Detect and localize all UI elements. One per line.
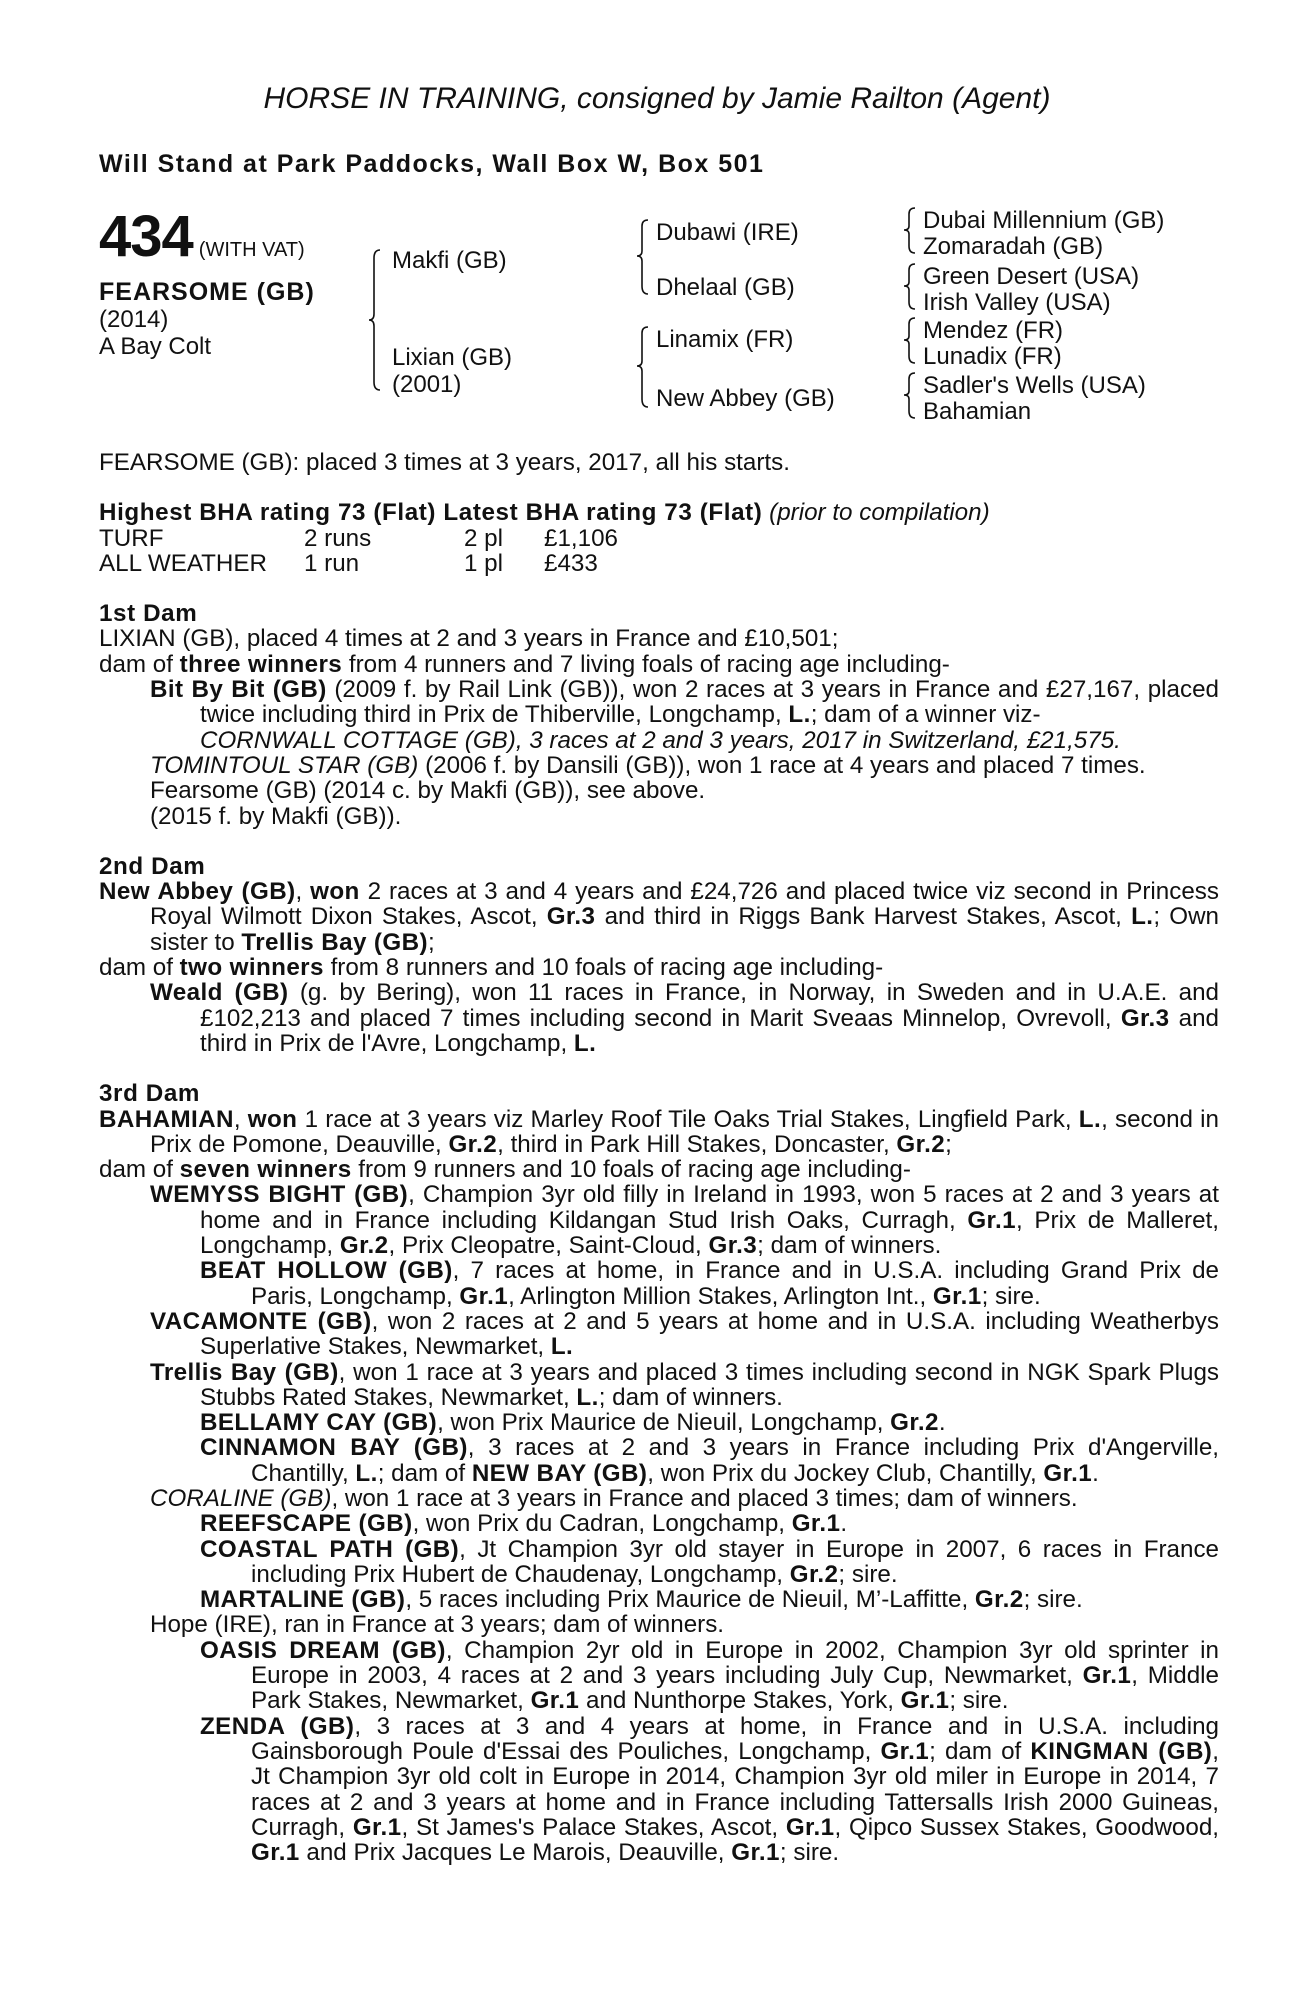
- record-placed: 2 pl: [464, 524, 503, 552]
- dam2-heading: 2nd Dam: [99, 852, 206, 880]
- dam1-progeny-winner: CORNWALL COTTAGE (GB), 3 races at 2 and 3 years, 2017 in Switzerland, £21,575.: [200, 726, 1121, 754]
- pedigree-sire: Makfi (GB): [392, 247, 507, 274]
- record-row: [99, 551, 1219, 576]
- rating-note: (prior to compilation): [769, 499, 990, 527]
- dam1-produce-line: dam of three winners from 4 runners and 7 living foals of racing age including-: [99, 650, 950, 678]
- pedigree-g3-2: Zomaradah (GB): [923, 233, 1104, 260]
- lot-number-block: [99, 203, 305, 270]
- pedigree-g3-3: Green Desert (USA): [923, 263, 1140, 290]
- dam1-heading: 1st Dam: [99, 600, 198, 628]
- pedigree-bracket-g3-1: [903, 206, 917, 256]
- pedigree-g3-5: Mendez (FR): [923, 317, 1064, 344]
- catalogue-body: [99, 450, 1219, 1865]
- pedigree-g3-7: Sadler's Wells (USA): [923, 372, 1146, 399]
- pedigree-g3-8: Bahamian: [923, 398, 1032, 425]
- pedigree-dam: Lixian (GB): [392, 344, 513, 371]
- pedigree-bracket-g3-4: [903, 371, 917, 421]
- pedigree-dam-year: (2001): [392, 371, 462, 398]
- lot-number: 434: [99, 204, 193, 269]
- dam1-progeny: Fearsome (GB) (2014 c. by Makfi (GB)), see above.: [150, 777, 706, 805]
- dam3-grandprogeny: COASTAL PATH (GB), Jt Champion 3yr old stayer in Europe in 2007, 6 races in France including Prix Hubert de Chaudenay, Longchamp, Gr.2; sire.: [200, 1535, 1220, 1588]
- record-placed: 1 pl: [464, 549, 503, 577]
- pedigree-dam-dam: New Abbey (GB): [656, 385, 835, 412]
- dam2-progeny: Weald (GB) (g. by Bering), won 11 races in France, in Norway, in Sweden and in U.A.E. and £102,213 and placed 7 times including second in Marit Sveaas Minnelop, Ovrevoll, Gr.3 and third in Prix de l'Avre, Longchamp, L.: [150, 979, 1220, 1057]
- dam3-progeny: VACAMONTE (GB), won 2 races at 2 and 5 years at home and in U.S.A. including Weatherbys Superlative Stakes, Newmarket, L.: [150, 1307, 1219, 1361]
- pedigree-g3-4: Irish Valley (USA): [923, 289, 1111, 316]
- dam3-grandprogeny: CINNAMON BAY (GB), 3 races at 2 and 3 years in France including Prix d'Angerville, Chantilly, L.; dam of NEW BAY (GB), won Prix du Jockey Club, Chantilly, Gr.1.: [200, 1434, 1219, 1487]
- dam3-progeny: WEMYSS BIGHT (GB), Champion 3yr old filly in Ireland in 1993, won 5 races at 2 and 3 years at home and in France including Kildangan Stud Irish Oaks, Curragh, Gr.1, Prix de Malleret, Longchamp, Gr.2, Prix Cleopatre, Saint-Cloud, Gr.3; dam of winners.: [150, 1181, 1219, 1260]
- pedigree-bracket-sire: [636, 218, 650, 296]
- vat-note: (WITH VAT): [198, 239, 305, 261]
- race-summary: FEARSOME (GB): placed 3 times at 3 years, 2017, all his starts.: [99, 449, 790, 476]
- pedigree-bracket-gen1: [368, 248, 382, 392]
- dam1-line: LIXIAN (GB), placed 4 times at 2 and 3 years in France and £10,501;: [99, 625, 839, 653]
- pedigree-bracket-g3-2: [903, 262, 917, 312]
- horse-description: A Bay Colt: [99, 333, 212, 360]
- dam2-produce-line: dam of two winners from 8 runners and 10 foals of racing age including-: [99, 954, 884, 982]
- dam3-progeny: Hope (IRE), ran in France at 3 years; dam of winners.: [150, 1611, 725, 1639]
- dam3-progeny: Trellis Bay (GB), won 1 race at 3 years and placed 3 times including second in NGK Spark Plugs Stubbs Rated Stakes, Newmarket, L.; dam of winners.: [150, 1358, 1219, 1411]
- stand-location: Will Stand at Park Paddocks, Wall Box W, Box 501: [99, 150, 765, 178]
- rating-line: [99, 500, 1219, 525]
- rating-text: Highest BHA rating 73 (Flat) Latest BHA rating 73 (Flat): [99, 499, 763, 527]
- record-runs: 1 run: [304, 549, 360, 577]
- record-runs: 2 runs: [304, 524, 372, 552]
- dam1-progeny: (2015 f. by Makfi (GB)).: [150, 802, 402, 830]
- dam3-grandprogeny: MARTALINE (GB), 5 races including Prix Maurice de Nieuil, M’-Laffitte, Gr.2; sire.: [200, 1586, 1083, 1614]
- dam3-record: BAHAMIAN, won 1 race at 3 years viz Marley Roof Tile Oaks Trial Stakes, Lingfield Park, L., second in Prix de Pomone, Deauville, Gr.2, third in Park Hill Stakes, Doncaster, Gr.2;: [99, 1105, 1219, 1158]
- pedigree-bracket-dam: [636, 325, 650, 409]
- foaling-year: (2014): [99, 306, 169, 333]
- page-header: HORSE IN TRAINING, consigned by Jamie Railton (Agent): [263, 82, 1051, 115]
- pedigree-sire-dam: Dhelaal (GB): [656, 274, 795, 301]
- record-earnings: £433: [544, 549, 598, 577]
- dam3-grandprogeny: REEFSCAPE (GB), won Prix du Cadran, Longchamp, Gr.1.: [200, 1510, 848, 1538]
- pedigree-sire-sire: Dubawi (IRE): [656, 219, 799, 246]
- dam3-grandprogeny: OASIS DREAM (GB), Champion 2yr old in Europe in 2002, Champion 3yr old sprinter in Europe in 2003, 4 races at 2 and 3 years including July Cup, Newmarket, Gr.1, Middle Park Stakes, Newmarket, Gr.1 and Nunthorpe Stakes, York, Gr.1; sire.: [200, 1636, 1219, 1715]
- record-earnings: £1,106: [544, 524, 618, 552]
- horse-name: FEARSOME (GB): [99, 278, 315, 306]
- pedigree-g3-1: Dubai Millennium (GB): [923, 207, 1165, 234]
- record-row: [99, 526, 1219, 551]
- dam3-grandprogeny: BEAT HOLLOW (GB), 7 races at home, in France and in U.S.A. including Grand Prix de Paris, Longchamp, Gr.1, Arlington Million Stakes, Arlington Int., Gr.1; sire.: [200, 1257, 1219, 1310]
- dam3-heading: 3rd Dam: [99, 1080, 200, 1108]
- pedigree-g3-6: Lunadix (FR): [923, 343, 1062, 370]
- record-surface: ALL WEATHER: [99, 549, 268, 577]
- dam3-grandprogeny: BELLAMY CAY (GB), won Prix Maurice de Nieuil, Longchamp, Gr.2.: [200, 1409, 946, 1437]
- dam3-grandprogeny: ZENDA (GB), 3 races at 3 and 4 years at home, in France and in U.S.A. including Gainsborough Poule d'Essai des Pouliches, Longchamp, Gr.1; dam of KINGMAN (GB), Jt Champion 3yr old colt in Europe in 2014, Champion 3yr old miler in Europe in 2014, 7 races at 2 and 3 years at home and in France including Tattersalls Irish 2000 Guineas, Curragh, Gr.1, St James's Palace Stakes, Ascot, Gr.1, Qipco Sussex Stakes, Goodwood, Gr.1 and Prix Jacques Le Marois, Deauville, Gr.1; sire.: [200, 1712, 1219, 1867]
- pedigree-dam-sire: Linamix (FR): [656, 326, 794, 353]
- dam2-record: New Abbey (GB), won 2 races at 3 and 4 years and £24,726 and placed twice viz second in Princess Royal Wilmott Dixon Stakes, Ascot, Gr.3 and third in Riggs Bank Harvest Stakes, Ascot, L.; Own sister to Trellis Bay (GB);: [99, 878, 1219, 956]
- dam3-produce-line: dam of seven winners from 9 runners and 10 foals of racing age including-: [99, 1156, 911, 1184]
- dam3-progeny: CORALINE (GB), won 1 race at 3 years in France and placed 3 times; dam of winners.: [150, 1484, 1078, 1512]
- record-surface: TURF: [99, 524, 164, 552]
- dam1-progeny: Bit By Bit (GB) (2009 f. by Rail Link (GB)), won 2 races at 3 years in France and £27,167, placed twice including third in Prix de Thiberville, Longchamp, L.; dam of a winner viz-: [150, 676, 1219, 729]
- pedigree-bracket-g3-3: [903, 316, 917, 366]
- dam1-progeny: TOMINTOUL STAR (GB) (2006 f. by Dansili (GB)), won 1 race at 4 years and placed 7 times.: [150, 751, 1146, 779]
